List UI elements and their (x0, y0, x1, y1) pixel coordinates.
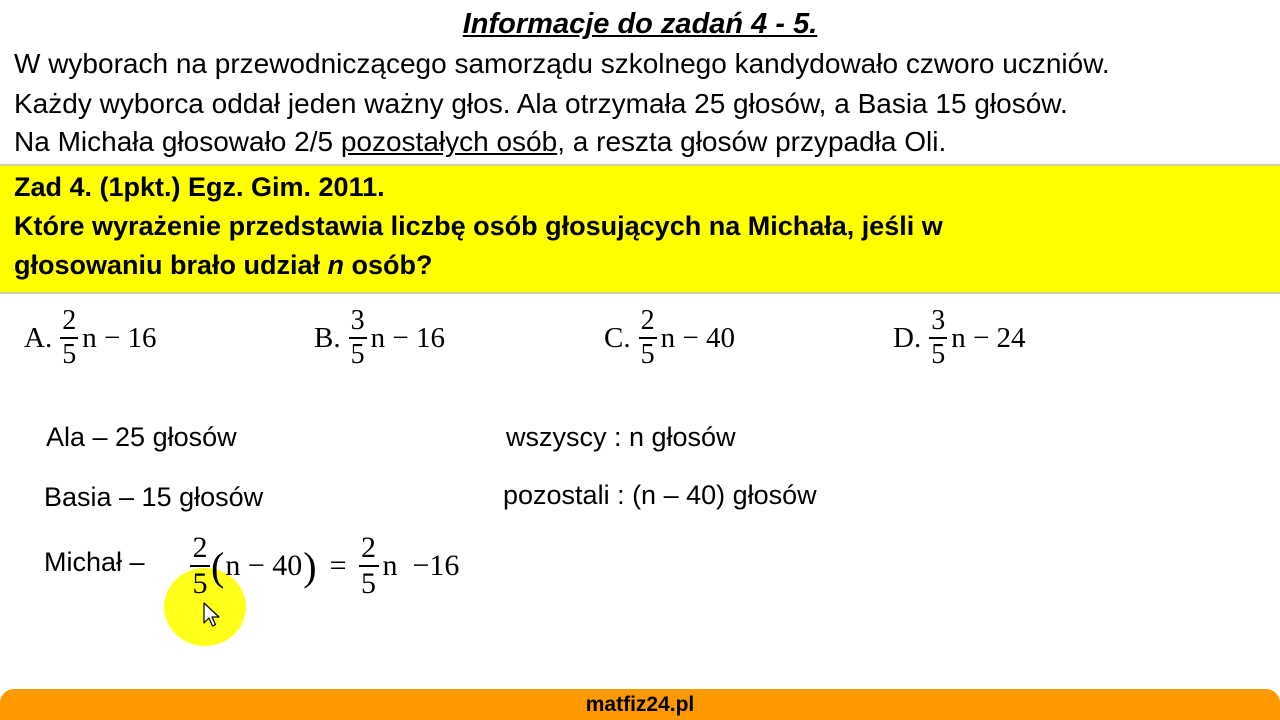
footer-site[interactable]: matfiz24.pl (585, 693, 695, 716)
option-fraction (60, 307, 78, 369)
fraction-denominator: 5 (361, 567, 376, 600)
option-rest: n − 16 (82, 321, 157, 354)
fraction-denominator: 5 (640, 339, 655, 370)
solution-basia: Basia – 15 głosów (44, 482, 264, 512)
option-rest: n − 24 (951, 321, 1026, 354)
fraction-numerator: 2 (361, 531, 376, 564)
fraction-numerator: 2 (640, 305, 655, 336)
paren-close: ) (303, 543, 317, 589)
fraction-denominator: 5 (350, 339, 365, 370)
paren-open: ( (211, 543, 225, 589)
info-line-1: W wyborach na przewodniczącego samorządu szkolnego kandydowało czworo uczniów. (14, 48, 1110, 79)
option-fraction (349, 307, 367, 369)
info-line-3-underlined: pozostałych osób (340, 126, 558, 157)
question-variable: n (327, 250, 345, 280)
info-line-3 (14, 126, 946, 158)
option-a[interactable] (24, 302, 157, 374)
option-letter: C. (604, 321, 631, 354)
task-question-line-2 (14, 250, 433, 281)
footer-bar (0, 689, 1280, 720)
option-fraction (929, 307, 947, 369)
fraction-numerator: 2 (62, 305, 77, 336)
question-line-2-pre: głosowaniu brało udział (14, 250, 328, 280)
task-question-line-1: Które wyrażenie przedstawia liczbę osób głosujących na Michała, jeśli w (14, 211, 943, 241)
expr-tail: n −16 (382, 549, 460, 582)
fraction-denominator: 5 (192, 567, 208, 600)
info-line-3-post: , a reszta głosów przypadła Oli. (557, 126, 947, 157)
option-letter: B. (314, 321, 341, 354)
fraction-numerator: 3 (350, 305, 365, 336)
info-title: Informacje do zadań 4 - 5. (462, 8, 818, 40)
expr-equals: = (329, 549, 347, 582)
option-rest: n − 40 (660, 321, 735, 354)
expr-inner: n − 40 (225, 549, 303, 582)
question-line-2-post: osób? (344, 250, 433, 280)
option-c[interactable] (604, 302, 735, 374)
fraction-numerator: 3 (931, 305, 946, 336)
expr-fraction-2 (359, 533, 379, 599)
solution-all: wszyscy : n głosów (506, 422, 736, 452)
solution-michal-label: Michał – (44, 547, 145, 577)
option-letter: A. (24, 321, 53, 354)
option-b[interactable] (314, 302, 445, 374)
fraction-numerator: 2 (192, 531, 208, 564)
fraction-denominator: 5 (62, 339, 77, 370)
mouse-pointer-icon (203, 602, 221, 628)
task-header: Zad 4. (1pkt.) Egz. Gim. 2011. (14, 172, 385, 202)
info-line-2: Każdy wyborca oddał jeden ważny głos. Ala otrzymała 25 głosów, a Basia 15 głosów. (14, 88, 1068, 119)
option-d[interactable] (893, 302, 1026, 374)
option-letter: D. (893, 321, 922, 354)
solution-ala: Ala – 25 głosów (46, 422, 237, 452)
fraction-denominator: 5 (931, 339, 946, 370)
info-line-3-pre: Na Michała głosowało 2/5 (14, 126, 341, 157)
option-rest: n − 16 (370, 321, 445, 354)
michal-expression (190, 526, 459, 606)
expr-fraction-1 (190, 533, 210, 599)
option-fraction (639, 307, 657, 369)
solution-rest: pozostali : (n – 40) głosów (503, 480, 817, 510)
